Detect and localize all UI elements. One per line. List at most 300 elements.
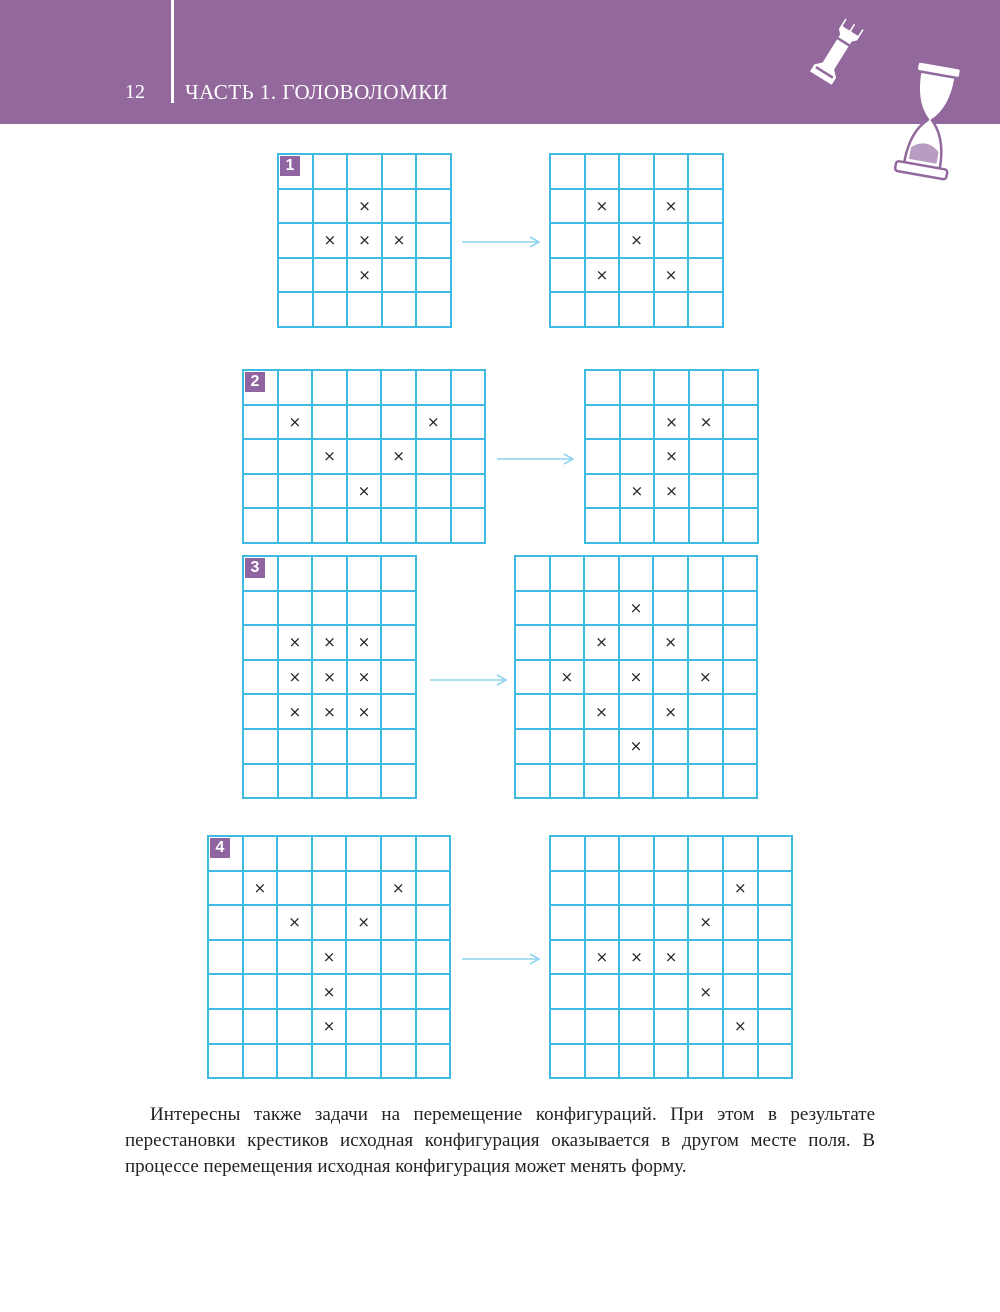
grid-cell: [585, 223, 620, 258]
grid-cell: [347, 625, 382, 660]
grid-cell: [620, 370, 655, 405]
grid-cell: [416, 1009, 451, 1044]
transform-arrow: [462, 952, 540, 966]
grid-cell: [381, 660, 416, 695]
grid-cell: [381, 940, 416, 975]
grid-cell: [654, 940, 689, 975]
chess-rook-icon: [808, 16, 867, 87]
grid-cell: [347, 508, 382, 543]
cross-mark: ×: [664, 266, 678, 285]
grid-cell: [312, 556, 347, 591]
grid-cell: [585, 370, 620, 405]
cross-mark: ×: [664, 702, 677, 721]
grid-cell: [208, 905, 243, 940]
grid-cell: [585, 1044, 620, 1079]
grid-cell: [550, 556, 585, 591]
grid-cell: [723, 764, 758, 799]
puzzle-number-badge: 2: [245, 372, 265, 392]
transform-arrow: [462, 235, 540, 249]
cross-mark: ×: [322, 982, 336, 1001]
grid-cell: [381, 836, 416, 871]
grid-cell: [723, 625, 758, 660]
grid-cell: [723, 405, 758, 440]
grid-cell: [382, 258, 417, 293]
grid-cell: [654, 905, 689, 940]
grid-cell: [689, 439, 724, 474]
cross-mark: ×: [665, 482, 678, 501]
cross-mark: ×: [357, 913, 370, 932]
grid-cell: [550, 189, 585, 224]
grid-cell: [585, 871, 620, 906]
grid-cell: [278, 370, 313, 405]
cross-mark: ×: [698, 668, 712, 687]
grid-cell: [313, 154, 348, 189]
cross-mark: ×: [733, 878, 747, 897]
grid-cell: [654, 1044, 689, 1079]
grid-cell: [688, 694, 723, 729]
grid-cell: [312, 1044, 347, 1079]
cross-mark: ×: [595, 633, 608, 652]
grid-cell: [381, 508, 416, 543]
grid-cell: [416, 871, 451, 906]
grid-cell: [550, 154, 585, 189]
grid-cell: [758, 940, 793, 975]
grid-cell: [243, 508, 278, 543]
grid-cell: [381, 625, 416, 660]
grid-cell: [585, 974, 620, 1009]
cross-mark: ×: [323, 668, 336, 687]
grid-cell: [550, 1009, 585, 1044]
grid-cell: [278, 154, 313, 189]
grid-cell: [312, 1009, 347, 1044]
cross-mark: ×: [288, 633, 302, 652]
grid-cell: [585, 405, 620, 440]
cross-mark: ×: [391, 878, 405, 897]
grid-cell: [550, 694, 585, 729]
grid-cell: [585, 508, 620, 543]
grid-cell: [208, 974, 243, 1009]
grid-cell: [654, 223, 689, 258]
grid-cell: [243, 940, 278, 975]
cross-mark: ×: [629, 668, 643, 687]
grid-cell: [619, 556, 654, 591]
grid-cell: [208, 836, 243, 871]
grid-cell: [688, 905, 723, 940]
cross-mark: ×: [629, 598, 643, 617]
grid-cell: [585, 1009, 620, 1044]
cross-mark: ×: [358, 266, 371, 285]
cross-mark: ×: [253, 878, 267, 897]
grid-cell: [416, 370, 451, 405]
cross-mark: ×: [664, 633, 677, 652]
grid-cell: [347, 660, 382, 695]
grid-cell: [689, 405, 724, 440]
grid-cell: [550, 625, 585, 660]
grid-cell: [347, 154, 382, 189]
puzzle-number-badge: 3: [245, 558, 265, 578]
grid-cell: [515, 591, 550, 626]
grid-cell: [278, 556, 313, 591]
grid-cell: [278, 405, 313, 440]
grid-cell: [584, 729, 619, 764]
grid-cell: [347, 729, 382, 764]
grid-cell: [416, 405, 451, 440]
grid-cell: [584, 764, 619, 799]
grid-cell: [347, 694, 382, 729]
grid-cell: [688, 871, 723, 906]
grid-cell: [585, 905, 620, 940]
grid-cell: [277, 905, 312, 940]
grid-cell: [653, 625, 688, 660]
grid-cell: [243, 556, 278, 591]
grid-cell: [347, 474, 382, 509]
grid-cell: [619, 625, 654, 660]
grid-cell: [688, 729, 723, 764]
grid-cell: [723, 508, 758, 543]
grid-cell: [243, 905, 278, 940]
grid-cell: [381, 1009, 416, 1044]
grid-cell: [584, 556, 619, 591]
grid-cell: [347, 189, 382, 224]
grid-cell: [347, 556, 382, 591]
grid-cell: [313, 189, 348, 224]
grid-cell: [584, 694, 619, 729]
cross-mark: ×: [288, 412, 302, 431]
grid-cell: [654, 474, 689, 509]
grid-cell: [619, 764, 654, 799]
cross-mark: ×: [323, 702, 336, 721]
cross-mark: ×: [629, 737, 643, 756]
grid-cell: [688, 189, 723, 224]
grid-cell: [208, 1044, 243, 1079]
grid-cell: [243, 660, 278, 695]
grid-cell: [619, 154, 654, 189]
grid-cell: [688, 940, 723, 975]
grid-cell: [347, 591, 382, 626]
grid-cell: [688, 258, 723, 293]
grid-cell: [550, 223, 585, 258]
grid-cell: [416, 940, 451, 975]
grid-cell: [550, 258, 585, 293]
grid-cell: [584, 625, 619, 660]
grid-cell: [758, 1009, 793, 1044]
grid-cell: [381, 905, 416, 940]
grid-cell: [416, 974, 451, 1009]
grid-cell: [654, 189, 689, 224]
grid-cell: [312, 871, 347, 906]
grid-cell: [619, 591, 654, 626]
grid-cell: [688, 625, 723, 660]
grid-cell: [312, 940, 347, 975]
grid-cell: [723, 871, 758, 906]
grid-cell: [654, 1009, 689, 1044]
grid-cell: [381, 591, 416, 626]
grid-cell: [278, 223, 313, 258]
grid-cell: [346, 974, 381, 1009]
grid-cell: [723, 1009, 758, 1044]
section-title: ЧАСТЬ 1. ГОЛОВОЛОМКИ: [185, 80, 449, 104]
grid-cell: [619, 258, 654, 293]
grid-cell: [416, 189, 451, 224]
grid-cell: [585, 439, 620, 474]
grid-cell: [688, 154, 723, 189]
grid-cell: [381, 370, 416, 405]
grid-cell: [758, 836, 793, 871]
grid-cell: [312, 905, 347, 940]
cross-mark: ×: [630, 948, 643, 967]
grid-cell: [550, 836, 585, 871]
grid-cell: [550, 940, 585, 975]
grid-cell: [619, 1044, 654, 1079]
grid-cell: [619, 694, 654, 729]
grid-cell: [723, 439, 758, 474]
grid-cell: [278, 764, 313, 799]
grid-cell: [312, 439, 347, 474]
grid-cell: [688, 292, 723, 327]
grid-cell: [313, 223, 348, 258]
cross-mark: ×: [733, 1017, 747, 1036]
grid-cell: [515, 764, 550, 799]
grid-cell: [550, 591, 585, 626]
cross-mark: ×: [664, 196, 678, 215]
grid-cell: [619, 729, 654, 764]
cross-mark: ×: [357, 668, 371, 687]
body-paragraph: Интересны также задачи на перемещение конфигураций. При этом в результате перестановки крестиков исходная конфигурация оказывается в другом месте поля. В процессе перемещения исходная конфигурация может менять форму.: [125, 1104, 875, 1177]
grid-cell: [278, 292, 313, 327]
grid-cell: [381, 405, 416, 440]
grid-cell: [312, 694, 347, 729]
grid-cell: [277, 871, 312, 906]
puzzle-2-initial-grid: [242, 369, 486, 544]
grid-cell: [277, 974, 312, 1009]
grid-cell: [243, 591, 278, 626]
grid-cell: [688, 591, 723, 626]
cross-mark: ×: [664, 948, 678, 967]
grid-cell: [688, 1044, 723, 1079]
grid-cell: [550, 974, 585, 1009]
hourglass-icon: [895, 60, 966, 179]
grid-cell: [653, 591, 688, 626]
grid-cell: [688, 223, 723, 258]
grid-cell: [654, 974, 689, 1009]
cross-mark: ×: [699, 913, 712, 932]
grid-cell: [723, 556, 758, 591]
cross-mark: ×: [560, 668, 574, 687]
cross-mark: ×: [322, 1017, 336, 1036]
grid-cell: [243, 764, 278, 799]
grid-cell: [416, 292, 451, 327]
puzzle-2-target-grid: [584, 369, 759, 544]
grid-cell: [585, 292, 620, 327]
cross-mark: ×: [357, 702, 371, 721]
grid-cell: [723, 694, 758, 729]
grid-cell: [243, 1044, 278, 1079]
grid-cell: [653, 764, 688, 799]
page-number: 12: [125, 81, 145, 103]
grid-cell: [619, 836, 654, 871]
grid-cell: [346, 1009, 381, 1044]
puzzle-1-target-grid: [549, 153, 724, 328]
grid-cell: [312, 591, 347, 626]
cross-mark: ×: [288, 913, 301, 932]
grid-cell: [381, 439, 416, 474]
grid-cell: [654, 258, 689, 293]
puzzle-4-initial-grid: [207, 835, 451, 1079]
grid-cell: [243, 474, 278, 509]
grid-cell: [347, 258, 382, 293]
grid-cell: [277, 836, 312, 871]
grid-cell: [619, 940, 654, 975]
grid-cell: [584, 591, 619, 626]
grid-cell: [313, 292, 348, 327]
grid-cell: [208, 1009, 243, 1044]
grid-cell: [381, 871, 416, 906]
grid-cell: [208, 940, 243, 975]
puzzle-number-badge: 1: [280, 156, 300, 176]
grid-cell: [619, 189, 654, 224]
grid-cell: [723, 370, 758, 405]
grid-cell: [381, 556, 416, 591]
cross-mark: ×: [288, 668, 302, 687]
grid-cell: [689, 370, 724, 405]
grid-cell: [619, 905, 654, 940]
grid-cell: [277, 940, 312, 975]
grid-cell: [758, 1044, 793, 1079]
grid-cell: [619, 1009, 654, 1044]
cross-mark: ×: [323, 633, 336, 652]
grid-cell: [758, 905, 793, 940]
grid-cell: [278, 694, 313, 729]
grid-cell: [416, 223, 451, 258]
grid-cell: [653, 729, 688, 764]
grid-cell: [654, 292, 689, 327]
grid-cell: [347, 764, 382, 799]
grid-cell: [416, 1044, 451, 1079]
grid-cell: [723, 974, 758, 1009]
grid-cell: [515, 625, 550, 660]
grid-cell: [723, 474, 758, 509]
grid-cell: [278, 474, 313, 509]
grid-cell: [278, 439, 313, 474]
grid-cell: [382, 292, 417, 327]
grid-cell: [619, 974, 654, 1009]
cross-mark: ×: [630, 231, 643, 250]
grid-cell: [277, 1009, 312, 1044]
grid-cell: [620, 474, 655, 509]
grid-cell: [688, 660, 723, 695]
grid-cell: [313, 258, 348, 293]
grid-cell: [723, 729, 758, 764]
grid-cell: [451, 474, 486, 509]
grid-cell: [689, 474, 724, 509]
transform-arrow: [497, 452, 574, 466]
cross-mark: ×: [357, 482, 371, 501]
grid-cell: [585, 836, 620, 871]
cross-mark: ×: [665, 412, 678, 431]
cross-mark: ×: [630, 482, 644, 501]
grid-cell: [620, 508, 655, 543]
grid-cell: [723, 1044, 758, 1079]
grid-cell: [347, 223, 382, 258]
grid-cell: [278, 729, 313, 764]
cross-mark: ×: [426, 412, 440, 431]
grid-cell: [381, 694, 416, 729]
grid-cell: [688, 974, 723, 1009]
cross-mark: ×: [358, 231, 371, 250]
cross-mark: ×: [392, 447, 405, 466]
grid-cell: [688, 764, 723, 799]
cross-mark: ×: [699, 412, 713, 431]
grid-cell: [312, 405, 347, 440]
grid-cell: [653, 660, 688, 695]
header-decoration: [780, 0, 1000, 200]
grid-cell: [346, 1044, 381, 1079]
grid-cell: [416, 508, 451, 543]
grid-cell: [312, 729, 347, 764]
cross-mark: ×: [322, 948, 336, 967]
grid-cell: [619, 223, 654, 258]
header-divider: [171, 0, 174, 103]
grid-cell: [654, 508, 689, 543]
grid-cell: [451, 439, 486, 474]
grid-cell: [382, 189, 417, 224]
grid-cell: [758, 974, 793, 1009]
grid-cell: [312, 764, 347, 799]
grid-cell: [515, 660, 550, 695]
grid-cell: [515, 556, 550, 591]
grid-cell: [243, 625, 278, 660]
grid-cell: [312, 836, 347, 871]
grid-cell: [723, 591, 758, 626]
grid-cell: [277, 1044, 312, 1079]
grid-cell: [619, 660, 654, 695]
grid-cell: [312, 508, 347, 543]
grid-cell: [550, 871, 585, 906]
cross-mark: ×: [595, 266, 609, 285]
grid-cell: [515, 694, 550, 729]
puzzle-3-initial-grid: [242, 555, 417, 799]
cross-mark: ×: [288, 702, 302, 721]
grid-cell: [278, 591, 313, 626]
grid-cell: [654, 439, 689, 474]
grid-cell: [416, 154, 451, 189]
grid-cell: [416, 258, 451, 293]
grid-cell: [278, 508, 313, 543]
grid-cell: [278, 660, 313, 695]
grid-cell: [723, 836, 758, 871]
grid-cell: [654, 370, 689, 405]
cross-mark: ×: [357, 633, 371, 652]
grid-cell: [382, 223, 417, 258]
cross-mark: ×: [358, 196, 371, 215]
grid-cell: [416, 474, 451, 509]
grid-cell: [278, 189, 313, 224]
grid-cell: [723, 905, 758, 940]
cross-mark: ×: [595, 702, 608, 721]
cross-mark: ×: [323, 447, 336, 466]
grid-cell: [347, 405, 382, 440]
grid-cell: [346, 940, 381, 975]
grid-cell: [653, 694, 688, 729]
grid-cell: [312, 660, 347, 695]
puzzle-4-target-grid: [549, 835, 793, 1079]
grid-cell: [243, 694, 278, 729]
grid-cell: [620, 405, 655, 440]
grid-cell: [550, 660, 585, 695]
grid-cell: [653, 556, 688, 591]
grid-cell: [243, 729, 278, 764]
grid-cell: [688, 1009, 723, 1044]
